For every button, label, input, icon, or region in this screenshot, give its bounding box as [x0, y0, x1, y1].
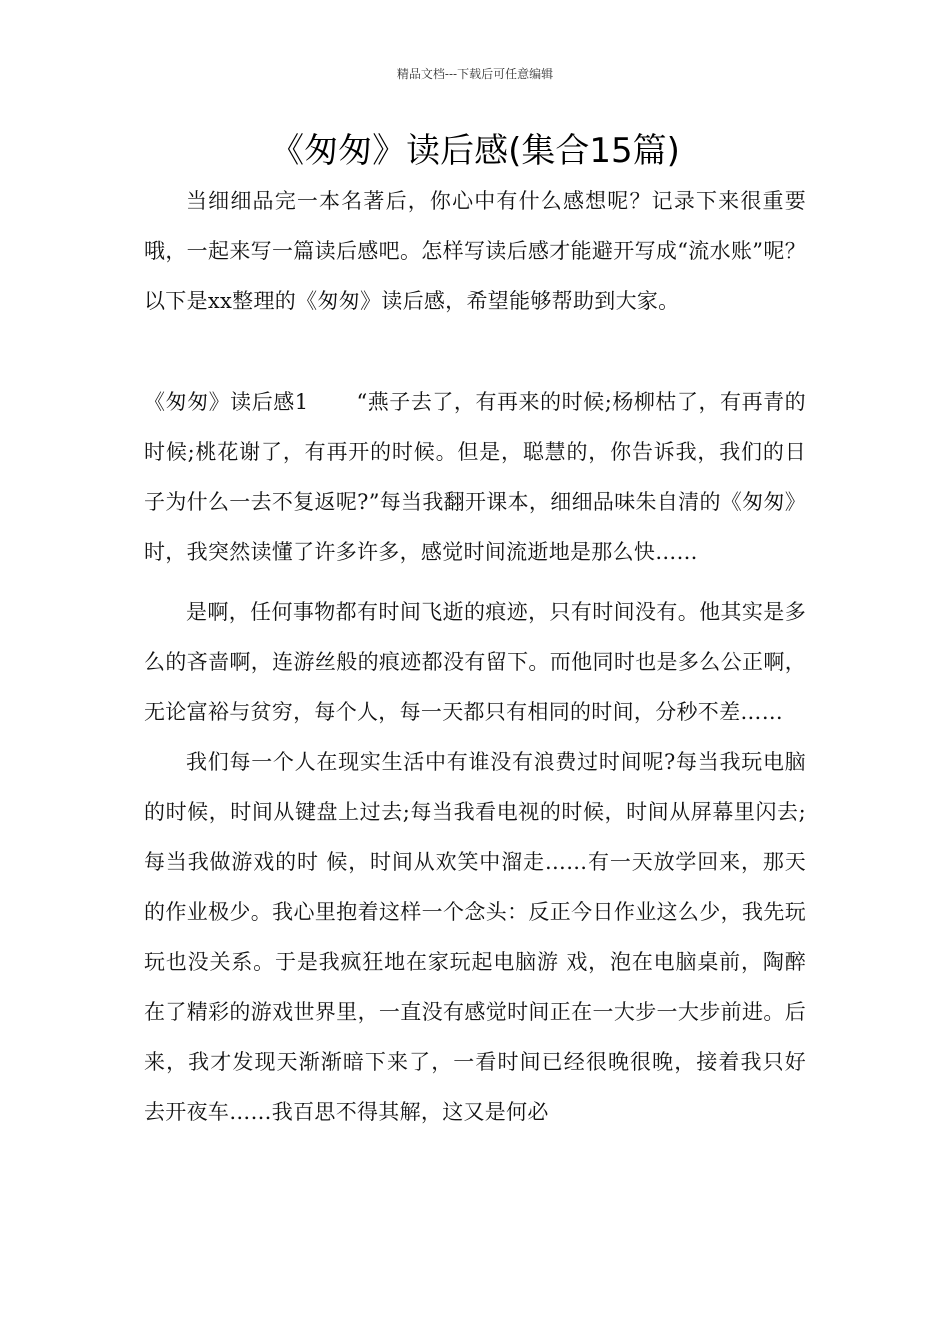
essay-paragraph-1-text: “燕子去了，有再来的时候;杨柳枯了，有再青的时候;桃花谢了，有再开的时候。但是，聪慧的，你告诉我，我们的日子为什么一去不复返呢?”每当我翻开课本，细细品味朱自清的《匆匆》时，我突然读懂了许多许多，感觉时间流逝地是那么快……: [144, 390, 806, 564]
intro-paragraph: 当细细品完一本名著后，你心中有什么感想呢？记录下来很重要哦，一起来写一篇读后感吧。怎样写读后感才能避开写成“流水账”呢？以下是xx整理的《匆匆》读后感，希望能够帮助到大家。: [144, 189, 806, 313]
intro-section: [144, 176, 806, 326]
paragraph-gap: [144, 577, 806, 587]
page-header: 精品文档---下载后可任意编辑: [396, 67, 554, 81]
document-title: 《匆匆》读后感(集合15篇): [270, 131, 680, 171]
essay-label: 《匆匆》读后感1: [144, 390, 309, 414]
essay-section: [144, 377, 806, 1137]
essay-paragraph-3: 我们每一个人在现实生活中有谁没有浪费过时间呢?每当我玩电脑的时候，时间从键盘上过去;每当我看电视的时候，时间从屏幕里闪去;每当我做游戏的时 候，时间从欢笑中溜走……有一天放学回来，那天的作业极少。我心里抱着这样一个念头：反正今日作业这么少，我先玩玩也没关系。于是我疯狂地在家玩起电脑游 戏，泡在电脑桌前，陶醉在了精彩的游戏世界里，一直没有感觉时间正在一大步一大步前进。后来，我才发现天渐渐暗下来了，一看时间已经很晚很晚，接着我只好 去开夜车……我百思不得其解，这又是何必: [144, 750, 806, 1124]
essay-paragraph-2: 是啊，任何事物都有时间飞逝的痕迹，只有时间没有。他其实是多么的吝啬啊，连游丝般的痕迹都没有留下。而他同时也是多么公正啊，无论富裕与贫穷，每个人，每一天都只有相同的时间，分秒不差……: [144, 600, 806, 724]
essay-paragraph-1: [144, 377, 806, 577]
